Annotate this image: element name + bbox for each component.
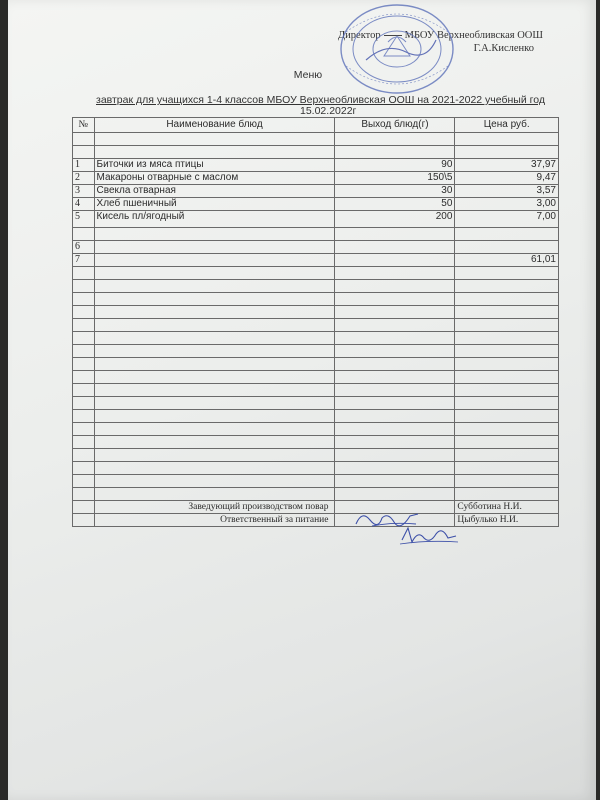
- table-row: [73, 211, 559, 228]
- table-row: [73, 397, 559, 410]
- dish-output: 30: [335, 185, 455, 198]
- row-number: 2: [73, 172, 95, 185]
- school-seal-stamp: [336, 2, 458, 97]
- responsible-name: Цыбулько Н.И.: [455, 514, 559, 527]
- row-number: 4: [73, 198, 95, 211]
- row-number: 3: [73, 185, 95, 198]
- dish-output: [335, 254, 455, 267]
- dish-name: Хлеб пшеничный: [94, 198, 335, 211]
- approver-role: Директор: [338, 30, 381, 41]
- table-row: [73, 384, 559, 397]
- table-row: [73, 332, 559, 345]
- dish-price: 9,47: [455, 172, 559, 185]
- cook-label: Заведующий производством повар: [94, 501, 335, 514]
- row-number: 6: [73, 241, 95, 254]
- column-header-number: №: [73, 118, 95, 133]
- dish-name: [94, 254, 335, 267]
- row-number: 7: [73, 254, 95, 267]
- table-row: [73, 345, 559, 358]
- row-number: 5: [73, 211, 95, 228]
- table-row: [73, 462, 559, 475]
- school-name: МБОУ Верхнеобливская ООШ: [404, 30, 543, 41]
- responsible-label: Ответственный за питание: [94, 514, 335, 527]
- table-row: [73, 358, 559, 371]
- table-header-row: [73, 118, 559, 133]
- dish-name: Макароны отварные с маслом: [94, 172, 335, 185]
- table-row: [73, 475, 559, 488]
- cook-signature-row: [73, 501, 559, 514]
- table-row: [73, 293, 559, 306]
- dish-price: 37,97: [455, 159, 559, 172]
- table-row: [73, 371, 559, 384]
- page-title: Меню: [293, 69, 323, 81]
- table-row: [73, 449, 559, 462]
- dish-output: 150\5: [335, 172, 455, 185]
- table-row: [73, 319, 559, 332]
- table-row: [73, 133, 559, 146]
- table-row: [73, 410, 559, 423]
- dish-price: [455, 241, 559, 254]
- responsible-signature-row: [73, 514, 559, 527]
- menu-table: [72, 117, 559, 527]
- table-row: [73, 185, 559, 198]
- table-row: [73, 306, 559, 319]
- table-row: [73, 198, 559, 211]
- dish-name: Биточки из мяса птицы: [94, 159, 335, 172]
- table-row: [73, 423, 559, 436]
- table-row: [73, 436, 559, 449]
- table-row: [73, 267, 559, 280]
- responsible-signature: [398, 524, 460, 548]
- dish-name: Свекла отварная: [94, 185, 335, 198]
- table-row: [73, 228, 559, 241]
- cook-name: Субботина Н.И.: [455, 501, 559, 514]
- dish-output: 90: [335, 159, 455, 172]
- dish-output: 50: [335, 198, 455, 211]
- dish-name: Кисель пл/ягодный: [94, 211, 335, 228]
- menu-date: 15.02.2022г: [300, 105, 357, 117]
- table-row: [73, 172, 559, 185]
- row-number: 1: [73, 159, 95, 172]
- column-header-dish: Наименование блюд: [94, 118, 335, 133]
- column-header-price: Цена руб.: [455, 118, 559, 133]
- menu-subtitle: завтрак для учащихся 1-4 классов МБОУ Верхнеобливская ООШ на 2021-2022 учебный год: [96, 94, 545, 106]
- table-row: [73, 280, 559, 293]
- total-price: 61,01: [455, 254, 559, 267]
- total-row: [73, 254, 559, 267]
- dish-price: 7,00: [455, 211, 559, 228]
- dish-output: 200: [335, 211, 455, 228]
- column-header-output: Выход блюд(г): [335, 118, 455, 133]
- dish-output: [335, 241, 455, 254]
- dish-price: 3,00: [455, 198, 559, 211]
- dish-name: [94, 241, 335, 254]
- director-name: Г.А.Кисленко: [473, 43, 534, 54]
- table-row: [73, 488, 559, 501]
- dish-price: 3,57: [455, 185, 559, 198]
- table-row: [73, 159, 559, 172]
- table-row: [73, 241, 559, 254]
- table-row: [73, 146, 559, 159]
